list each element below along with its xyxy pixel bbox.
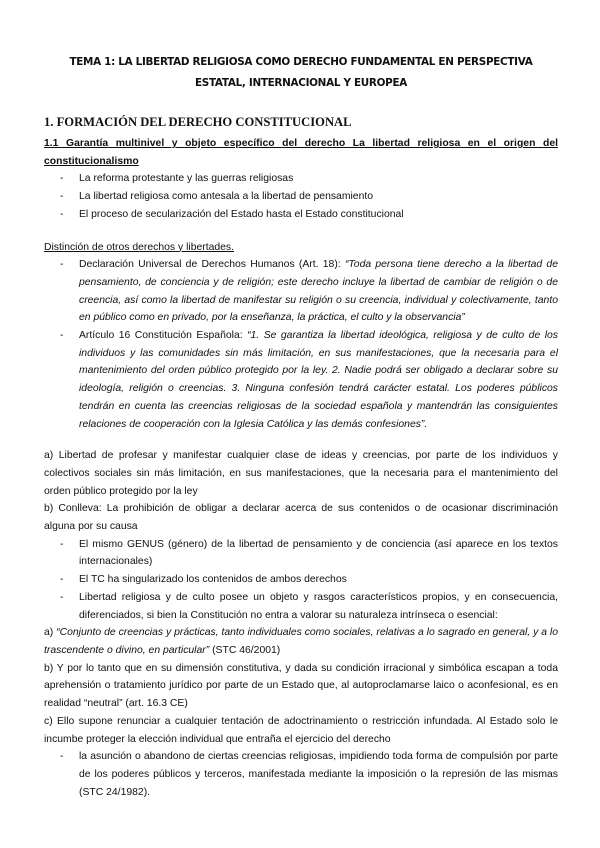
paragraph-b-bullet-list bbox=[44, 536, 558, 625]
list-item: - la asunción o abandono de ciertas creencias religiosas, impidiendo toda forma de compulsión por parte de los poderes públicos y terceros, manifestada mediante la imposición o la represión de las mismas (STC 24/1982). bbox=[44, 748, 558, 801]
paragraph-c: c) Ello supone renunciar a cualquier tentación de adoctrinamiento o restricción infundada. Al Estado solo le incumbe proteger la elección individual que entraña el ejercicio del derecho bbox=[44, 715, 558, 745]
paragraph-b2: b) Y por lo tanto que en su dimensión constitutiva, y dada su condición irracional y simbólica escapan a toda aprehensión o tratamiento jurídico por parte de un Estado que, al autoproclamarse laico o aconfesional, es en realidad “neutral” (art. 16.3 CE) bbox=[44, 662, 558, 710]
dudh-quote: “Toda persona tiene derecho a la libertad de pensamiento, de conciencia y de religión; este derecho incluye la libertad de cambiar de religión o de creencia, así como la libertad de manifestar su religión o su creencia, individual y colectivamente, tanto en público como en privado, por la enseñanza, la práctica, el culto y la observancia” bbox=[79, 259, 558, 324]
dudh-label: Declaración Universal de Derechos Humanos (Art. 18): bbox=[79, 259, 345, 271]
list-item: - Libertad religiosa y de culto posee un objeto y rasgos característicos propios, y en consecuencia, diferenciados, si bien la Constitución no entra a valorar su naturaleza intrínseca o esencial: bbox=[44, 589, 558, 624]
paragraph-a2-reference: (STC 46/2001) bbox=[209, 644, 281, 656]
list-item: - La libertad religiosa como antesala a la libertad de pensamiento bbox=[44, 188, 558, 206]
list-item-dudh bbox=[44, 256, 558, 327]
section-heading: 1. FORMACIÓN DEL DERECHO CONSTITUCIONAL bbox=[44, 115, 352, 129]
paragraph-a2 bbox=[44, 624, 558, 659]
list-item-article-16 bbox=[44, 327, 558, 433]
subsection-heading: 1.1 Garantía multinivel y objeto específico del derecho La libertad religiosa en el origen del constitucionalismo bbox=[44, 138, 558, 167]
article-16-label: Artículo 16 Constitución Española: bbox=[79, 330, 248, 342]
origin-bullet-list bbox=[44, 170, 558, 223]
distinction-heading: Distinción de otros derechos y libertades. bbox=[44, 241, 235, 253]
paragraph-a: a) Libertad de profesar y manifestar cualquier clase de ideas y creencias, por parte de los individuos y colectivos sociales sin más limitación, en sus manifestaciones, que la necesaria para el mantenimiento del orden público protegido por la ley bbox=[44, 450, 558, 497]
list-item: - El mismo GENUS (género) de la libertad de pensamiento y de conciencia (así aparece en los textos internacionales) bbox=[44, 536, 558, 571]
list-item: - El proceso de secularización del Estado hasta el Estado constitucional bbox=[44, 206, 558, 224]
paragraph-b: b) Conlleva: La prohibición de obligar a declarar acerca de sus contenidos o de ocasionar discriminación alguna por su causa bbox=[44, 503, 558, 533]
list-item: - El TC ha singularizado los contenidos de ambos derechos bbox=[44, 571, 558, 589]
paragraph-a2-quote: “Conjunto de creencias y prácticas, tanto individuales como sociales, relativas a lo sagrado en general, y a lo trascendente o divino, en particular” bbox=[44, 627, 558, 656]
paragraph-c-bullet-list bbox=[44, 748, 558, 801]
distinction-bullet-list bbox=[44, 256, 558, 433]
list-item: - La reforma protestante y las guerras religiosas bbox=[44, 170, 558, 188]
paragraph-a2-prefix: a) bbox=[44, 627, 57, 639]
document-title: TEMA 1: LA LIBERTAD RELIGIOSA COMO DERECHO FUNDAMENTAL EN PERSPECTIVA ESTATAL, INTERNACIONAL Y EUROPEA bbox=[69, 56, 533, 89]
article-16-quote: “1. Se garantiza la libertad ideológica, religiosa y de culto de los individuos y las comunidades sin más limitación, en sus manifestaciones, que la necesaria para el mantenimiento del orden público protegido por la ley. 2. Nadie podrá ser obligado a declarar sobre su ideología, religión o creencias. 3. Ninguna confesión tendrá carácter estatal. Los poderes públicos tendrán en cuenta las creencias religiosas de la sociedad española y mantendrán las consiguientes relaciones de cooperación con la Iglesia Católica y las demás confesiones”. bbox=[79, 330, 558, 430]
